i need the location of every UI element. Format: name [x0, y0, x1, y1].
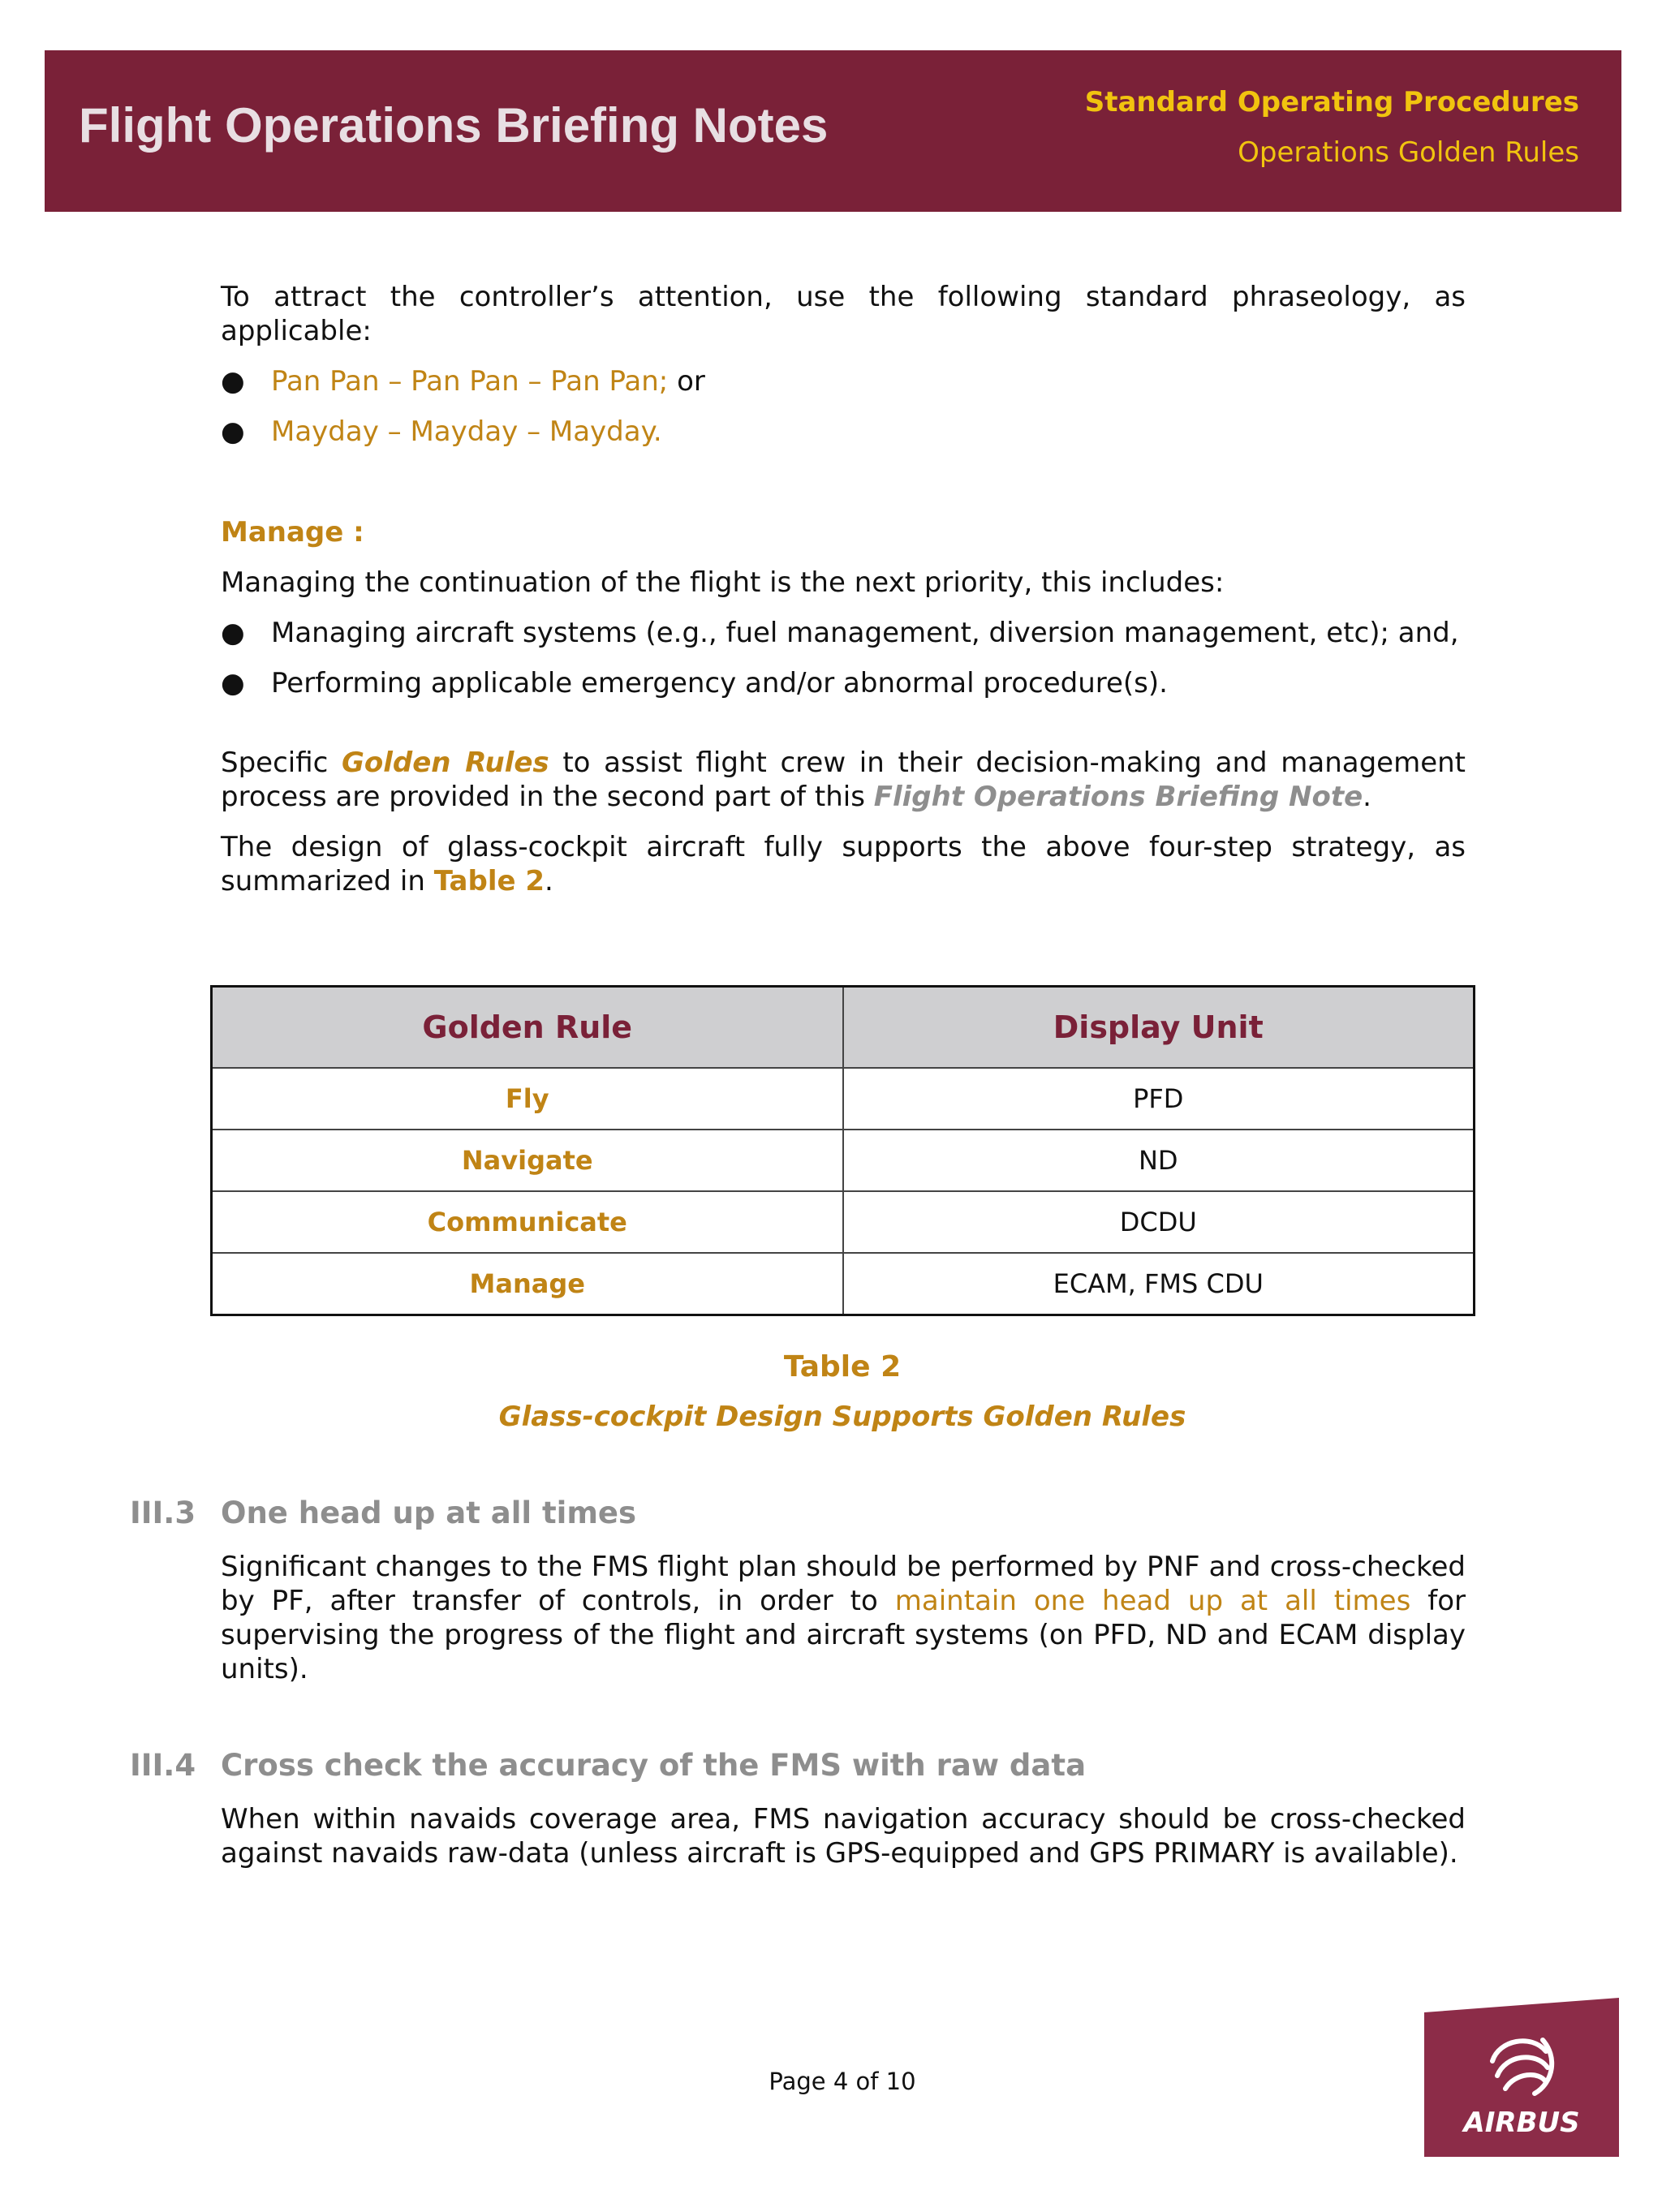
header-title: Flight Operations Briefing Notes [79, 98, 829, 153]
phrase-pan-rest: or [668, 365, 705, 398]
unit-cell: PFD [843, 1068, 1475, 1130]
intro-text: To attract the controller’s attention, use the following standard phraseology, as applicable: [221, 281, 1466, 347]
bullet-item [221, 415, 1466, 449]
main-content [221, 280, 1466, 898]
unit-cell: ND [843, 1130, 1475, 1191]
bullet-item [221, 666, 1466, 700]
bullet-dot-icon: ● [221, 365, 245, 398]
phrase-mayday: Mayday – Mayday – Mayday. [271, 415, 662, 448]
header-subcategory: Operations Golden Rules [1238, 136, 1579, 169]
table-caption-subtitle: Glass-cockpit Design Supports Golden Rules [498, 1401, 1186, 1433]
table-header-row [212, 987, 1475, 1069]
phrase-pan: Pan Pan – Pan Pan – Pan Pan; [271, 365, 669, 398]
unit-cell: ECAM, FMS CDU [843, 1253, 1475, 1315]
column-header: Golden Rule [212, 987, 843, 1069]
table-row [212, 1130, 1475, 1191]
text-span: to assist flight crew in their decision-making and management process are provided in the second part of this [221, 747, 1466, 813]
table-row [212, 1253, 1475, 1315]
section-title: One head up at all times [221, 1495, 637, 1530]
section-body: When within navaids coverage area, FMS navigation accuracy should be cross-checked against navaids raw-data (unless aircraft is GPS-equipped and GPS PRIMARY is available). [221, 1803, 1466, 1870]
design-paragraph [221, 830, 1466, 898]
specific-paragraph [221, 746, 1466, 814]
bullet-dot-icon: ● [221, 415, 245, 448]
bullet-item [221, 364, 1466, 398]
column-header: Display Unit [843, 987, 1475, 1069]
header-right [1085, 86, 1579, 169]
table-row [212, 1068, 1475, 1130]
page-number: Page 4 of 10 [769, 2068, 916, 2095]
section-highlight: maintain one head up at all times [894, 1585, 1411, 1617]
manage-bullet-text: Managing aircraft systems (e.g., fuel management, diversion management, etc); and, [271, 617, 1459, 649]
golden-rules-emphasis: Golden Rules [341, 747, 549, 779]
text-span: Significant changes to the FMS flight plan should be performed by PNF and cross-checked by PF, after transfer of controls, in order to [221, 1551, 1466, 1617]
logo-text: AIRBUS [1463, 2107, 1580, 2139]
section-title: Cross check the accuracy of the FMS with raw data [221, 1748, 1087, 1783]
section-number: III.4 [130, 1748, 196, 1783]
bullet-dot-icon: ● [221, 667, 245, 699]
rule-cell: Communicate [212, 1191, 843, 1253]
bullet-dot-icon: ● [221, 617, 245, 649]
text-span: . [545, 865, 553, 897]
text-span: The design of glass-cockpit aircraft fully supports the above four-step strategy, as summarized in [221, 831, 1466, 897]
section-body [221, 1550, 1466, 1686]
text-span: . [1363, 781, 1371, 813]
table-row [212, 1191, 1475, 1253]
manage-text: Managing the continuation of the flight is the next priority, this includes: [221, 566, 1225, 599]
text-span: for supervising the progress of the flight and aircraft systems (on PFD, ND and ECAM display units). [221, 1585, 1466, 1685]
header-category: Standard Operating Procedures [1084, 86, 1579, 118]
table-caption-title: Table 2 [783, 1350, 902, 1384]
page-header [45, 50, 1621, 212]
fobn-emphasis: Flight Operations Briefing Note [873, 781, 1363, 813]
airbus-logo-icon [1424, 1998, 1619, 2157]
rule-cell: Navigate [212, 1130, 843, 1191]
bullet-item [221, 616, 1466, 650]
table-reference: Table 2 [433, 865, 545, 897]
manage-heading: Manage : [221, 516, 364, 549]
manage-bullet-text: Performing applicable emergency and/or abnormal procedure(s). [271, 667, 1168, 699]
unit-cell: DCDU [843, 1191, 1475, 1253]
rule-cell: Fly [212, 1068, 843, 1130]
golden-rules-table [210, 985, 1475, 1316]
text-span: Specific [221, 747, 342, 779]
rule-cell: Manage [212, 1253, 843, 1315]
section-number: III.3 [130, 1495, 196, 1530]
